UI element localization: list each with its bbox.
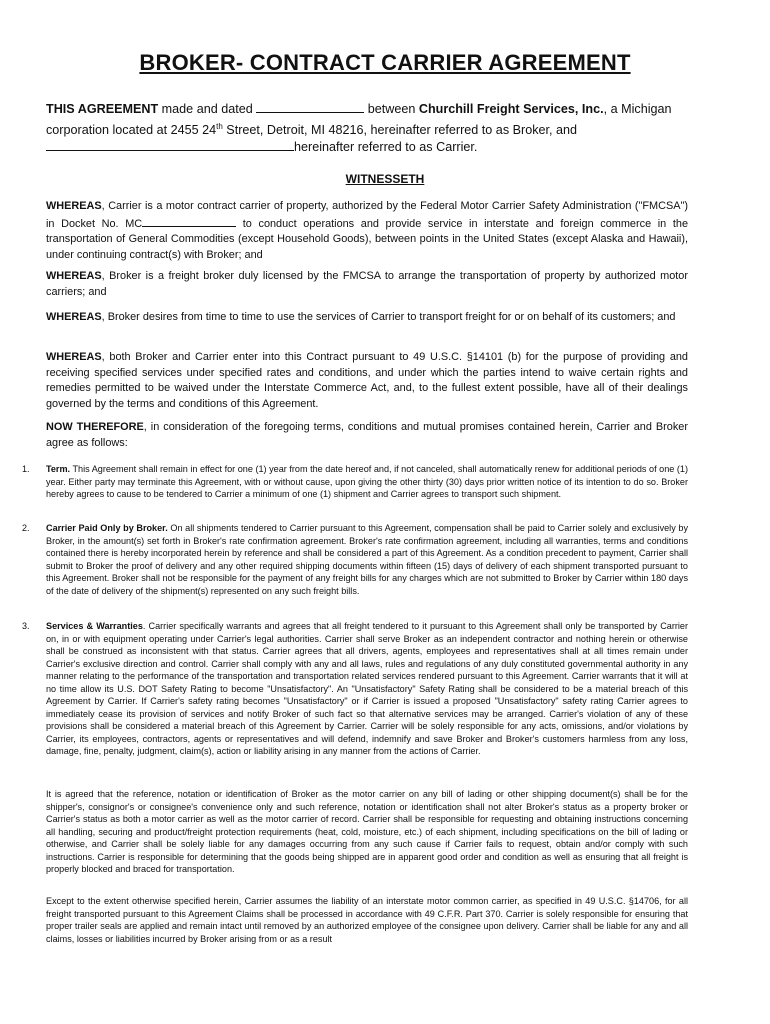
whereas-paragraph-4 (46, 350, 688, 412)
whereas-4-text: , both Broker and Carrier enter into this Contract pursuant to 49 U.S.C. §14101 (b) for the purpose of providing and receiving specified services under specified rates and conditions, and under which the parties intend to waive certain rights and remedies permitted to be waived under the Interstate Commerce Act, and, to the fullest extent possible, have all of their dealings governed by the terms and conditions of this Agreement. (46, 351, 688, 410)
intro-text-3: , a Michigan corporation located at 2455 24 (46, 102, 672, 138)
whereas-2-lead: WHEREAS (46, 270, 102, 282)
section-1-paragraph (46, 463, 688, 501)
section-2-number: 2. (22, 523, 30, 533)
intro-text-4: Street, Detroit, MI 48216, hereinafter referred to as Broker, and (222, 123, 578, 138)
whereas-1-lead: WHEREAS (46, 200, 102, 212)
whereas-paragraph-1 (46, 199, 688, 263)
section-1-heading: Term. (46, 464, 71, 474)
intro-lead: THIS AGREEMENT (46, 102, 159, 116)
whereas-1-text-a: , Carrier is a motor contract carrier of property, authorized by the Federal Motor Carrier Safety Administration ("FMCSA") in Docket No. MC (46, 200, 688, 230)
whereas-paragraph-2 (46, 269, 688, 300)
section-1-number: 1. (22, 464, 30, 474)
document-title: BROKER- CONTRACT CARRIER AGREEMENT (139, 50, 631, 75)
section-2-text: On all shipments tendered to Carrier pursuant to this Agreement, compensation shall be paid to Carrier solely and exclusively by Broker, in the amount(s) set forth in Broker's rate confirmation agreement. Broker's rate confirmation agreement, including all warranties, terms and conditions contained there is hereby incorporated herein by reference and shall be considered a part of this Agreement. As a condition precedent to payment, Carrier shall submit to Broker the proof of delivery and any other required shipping documents within fifteen (15) days of delivery of each shipment transported pursuant to this Agreement. Broker shall not be responsible for the payment of any freight bills for any charges which are not submitted to Broker by Carrier within 180 days of the date of delivery of the shipment(s) represented on any such freight bills. (46, 523, 688, 596)
now-therefore-lead: NOW THEREFORE (46, 421, 144, 433)
now-therefore-paragraph (46, 420, 688, 451)
whereas-1-text-b: to conduct operations and provide service in interstate and foreign commerce in the transportation of General Commodities (except Household Goods), between points in the United States (except Alaska and Hawaii), under continuing contract(s) with Broker; and (46, 217, 688, 261)
docket-number-blank (142, 215, 236, 227)
intro-text-1: made and dated (158, 102, 257, 116)
broker-company-name: Churchill Freight Services, Inc. (418, 102, 604, 116)
date-blank (256, 101, 364, 113)
intro-superscript: th (216, 122, 223, 131)
carrier-name-blank (46, 139, 294, 151)
section-3-paragraph-b: It is agreed that the reference, notation or identification of Broker as the motor carrier on any bill of lading or other shipping document(s) shall be for the shipper's, consignor's or consignee's convenience only and such reference, notation or identification shall not alter Broker's status as a property broker or Carrier's status as both a motor carrier as well as the motor carrier of record. Carrier shall be responsible for requesting and obtaining instructions concerning all handling, securing and product/freight protection requirements (heat, cold, moisture, etc.) of each shipment, including specifications on the bill of lading or otherwise, and Carrier shall be solely liable for any damages occurring from any such cause if Carrier fails to request, obtain and/or comply with such instructions. Carrier is responsible for determining that the goods being shipped are in apparent good order and condition as well as ensuring that all freight is properly blocked and braced for transportation. (46, 789, 688, 874)
whereas-4-lead: WHEREAS (46, 351, 102, 363)
section-3-paragraph (46, 620, 688, 758)
section-3-text: . Carrier specifically warrants and agrees that all freight tendered to it pursuant to this Agreement shall only be transported by Carrier on, in or with equipment operating under Carrier's legal authorities. Carrier shall serve Broker as an independent contractor and nothing herein or otherwise shall be construed as inconsistent with that status. Carrier agrees that all drivers, agents, employees and representatives shall at all times remain under Carrier's exclusive direction and control. Carrier shall comply with any and all laws, rules and regulations of any duly constituted governmental authority in any manner relating to the performance of the transportation and transportation related services rendered pursuant to this Agreement. Carrier warrants that it will at no time allow its U.S. DOT Safety Rating to become "Unsatisfactory". An "Unsatisfactory" Safety Rating shall be considered to be a material breach of this Agreement by Carrier. If Carrier's safety rating becomes "Unsatisfactory" or if Carrier is issued a proposed "Unsatisfactory" safety rating Carrier agrees to immediately cease its provision of services and notify Broker of such fact so that alternative services may be arranged. Carrier's violation of any of these provisions shall be considered a material breach of this Agreement by Carrier. Carrier will be solely responsible for any acts, omissions, and/or violations by Carrier, its employees, contractors, agents or representatives and will defend, indemnify and save Broker and Broker's customers harmless from any loss, damage, fine, penalty, judgment, claim(s), action or liability arising in any manner from the actions of Carrier. (46, 621, 689, 756)
section-3-heading: Services & Warranties (46, 621, 143, 631)
section-2-paragraph (46, 522, 688, 597)
witnesseth-heading: WITNESSETH (345, 172, 425, 186)
section-1-text: This Agreement shall remain in effect for one (1) year from the date hereof and, if not canceled, shall automatically renew for additional periods of one (1) year. Either party may terminate this Agreement, with or without cause, upon giving the other thirty (30) days prior written notice of its intention to do so. Broker hereby agrees to cause to be tendered to Carrier a minimum of one (1) shipment and Carrier agrees to transport such shipment. (46, 464, 688, 499)
intro-text-2: between (364, 102, 419, 116)
whereas-3-text: , Broker desires from time to time to use the services of Carrier to transport freight for or on behalf of its customers; and (101, 311, 676, 323)
now-therefore-text: , in consideration of the foregoing terms, conditions and mutual promises contained herein, Carrier and Broker agree as follows: (46, 421, 688, 449)
section-2-heading: Carrier Paid Only by Broker. (46, 523, 168, 533)
section-3-number: 3. (22, 621, 30, 631)
whereas-3-lead: WHEREAS (46, 311, 102, 323)
whereas-paragraph-3 (46, 310, 688, 326)
whereas-2-text: , Broker is a freight broker duly licensed by the FMCSA to arrange the transportation of property by authorized motor carriers; and (46, 270, 688, 298)
section-3-paragraph-c: Except to the extent otherwise specified herein, Carrier assumes the liability of an interstate motor common carrier, as specified in 49 U.S.C. §14706, for all freight transported pursuant to this Agreement Claims shall be processed in accordance with 49 C.F.R. Part 370. Carrier is solely responsible for ensuring that proper trailer seals are applied and remain intact until removed by an authorized employee of the consignee upon delivery. Carrier shall be liable for any and all claims, losses or liabilities incurred by Broker arising from or as a result (46, 896, 688, 944)
intro-text-5: hereinafter referred to as Carrier. (294, 140, 478, 155)
intro-paragraph (46, 101, 724, 156)
